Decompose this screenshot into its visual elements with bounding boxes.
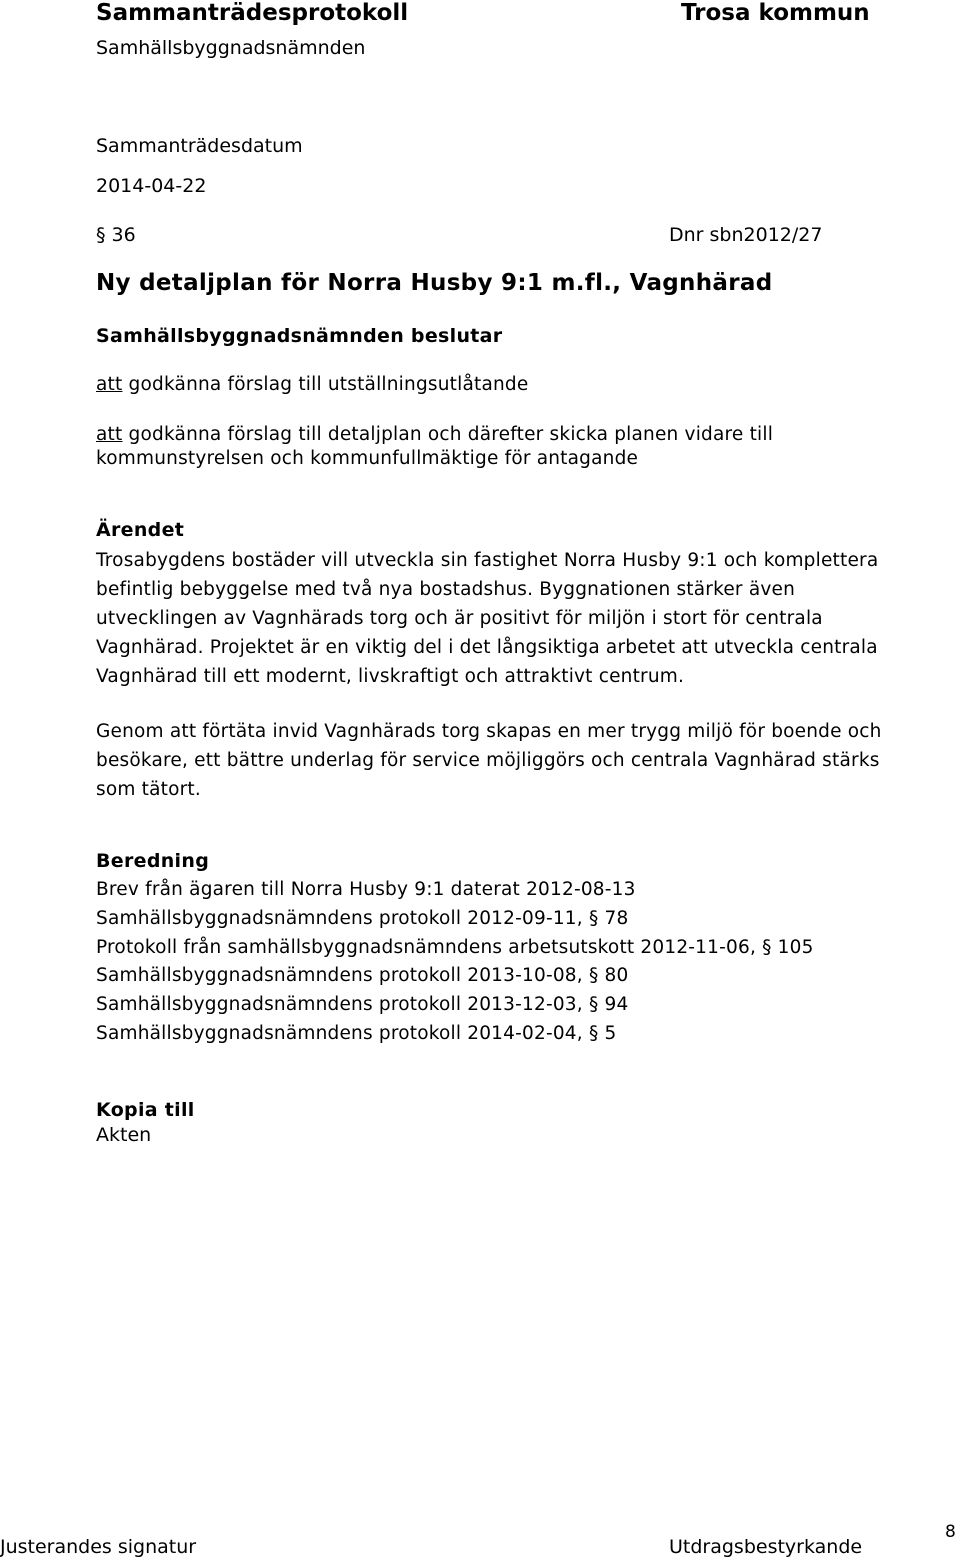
section-number: § 36: [96, 224, 136, 246]
section-symbol: §: [96, 224, 106, 246]
page-title: Ny detaljplan för Norra Husby 9:1 m.fl., Vagnhärad: [96, 270, 773, 296]
section-symbol: §: [588, 907, 599, 929]
municipality-name: Trosa kommun: [681, 0, 870, 26]
document-type: Sammanträdesprotokoll: [96, 0, 409, 26]
beredning-list: [96, 876, 956, 1049]
diary-number: Dnr sbn2012/27: [669, 224, 823, 246]
beredning-heading: Beredning: [96, 850, 210, 872]
list-item: Protokoll från samhällsbyggnadsnämndens arbetsutskott 2012-11-06, § 105: [96, 936, 814, 958]
list-item: Brev från ägaren till Norra Husby 9:1 daterat 2012-08-13: [96, 879, 636, 900]
att-word: att: [96, 424, 123, 445]
extract-certification-label: Utdragsbestyrkande: [669, 1536, 863, 1558]
arendet-paragraph: Trosabygdens bostäder vill utveckla sin fastighet Norra Husby 9:1 och komplettera befintlig bebyggelse med två nya bostadshus. Byggnationen stärker även utvecklingen av Vagnhärads torg och är positivt för miljön i stort för centrala Vagnhärad. Projektet är en viktig del i det långsiktiga arbetet att utveckla centrala Vagnhärad till ett modernt, livskraftigt och attraktivt centrum.: [96, 550, 879, 687]
list-item: Samhällsbyggnadsnämndens protokoll 2013-10-08, § 80: [96, 965, 629, 987]
arendet-heading: Ärendet: [96, 519, 185, 541]
list-item: Samhällsbyggnadsnämndens protokoll 2012-09-11, § 78: [96, 907, 629, 929]
list-item: Samhällsbyggnadsnämndens protokoll 2014-02-04, § 5: [96, 1022, 617, 1044]
section-symbol: §: [588, 965, 599, 987]
page-number: 8: [945, 1522, 956, 1542]
arendet-paragraph: Genom att förtäta invid Vagnhärads torg skapas en mer trygg miljö för boende och besökare, ett bättre underlag för service möjliggörs och centrala Vagnhärad stärks som tätort.: [96, 721, 882, 800]
list-item: Samhällsbyggnadsnämndens protokoll 2013-12-03, § 94: [96, 994, 629, 1016]
section-symbol: §: [762, 936, 772, 958]
decision-item: att godkänna förslag till detaljplan och därefter skicka planen vidare till kommunstyrelsen och kommunfullmäktige för antagande: [96, 424, 774, 469]
decision-heading: Samhällsbyggnadsnämnden beslutar: [96, 325, 503, 347]
meeting-date: 2014-04-22: [96, 175, 207, 197]
committee-name: Samhällsbyggnadsnämnden: [96, 37, 366, 59]
signature-label: Justerandes signatur: [0, 1536, 197, 1558]
section-symbol: §: [588, 994, 599, 1016]
kopia-recipient: Akten: [96, 1124, 152, 1146]
decision-item: att godkänna förslag till utställningsutlåtande: [96, 374, 529, 395]
kopia-heading: Kopia till: [96, 1099, 195, 1121]
att-word: att: [96, 374, 123, 395]
section-symbol: §: [588, 1022, 599, 1044]
meeting-date-label: Sammanträdesdatum: [96, 135, 303, 157]
